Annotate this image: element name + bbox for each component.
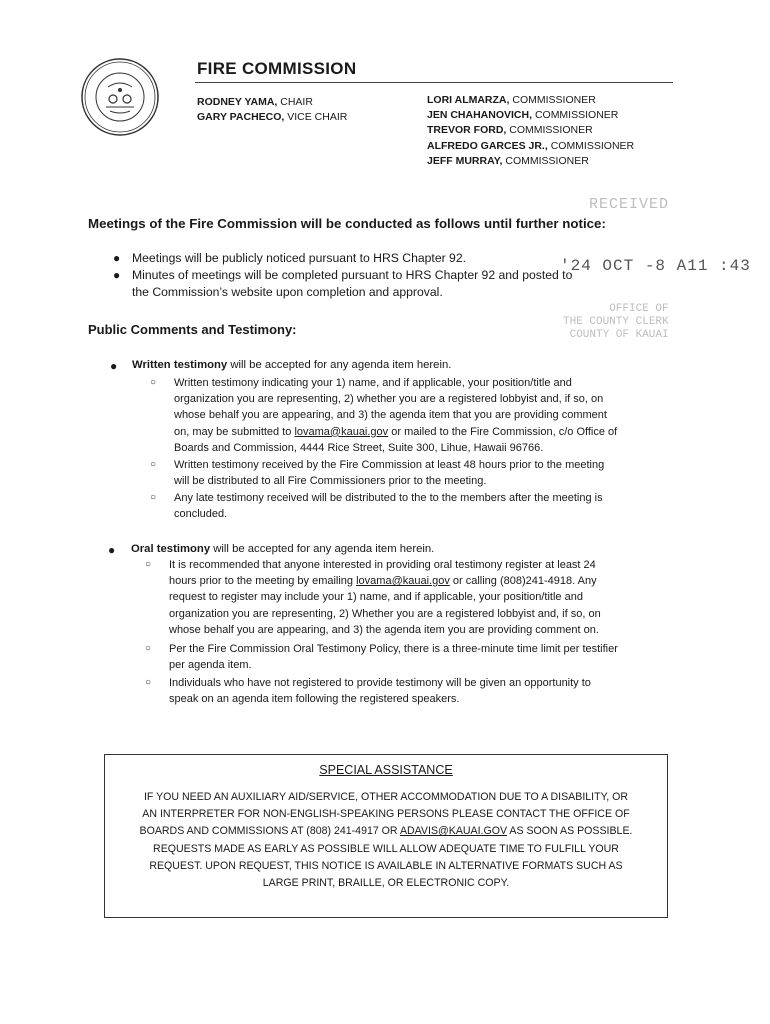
intro-heading: Meetings of the Fire Commission will be conducted as follows until further notice: xyxy=(88,216,606,231)
circle-bullet-icon: ○ xyxy=(145,643,152,654)
text-span: hours prior to the meeting by emailing xyxy=(169,575,357,588)
circle-bullet-icon: ○ xyxy=(150,377,157,388)
text-line: IF YOU NEED AN AUXILIARY AID/SERVICE, OTHER ACCOMMODATION DUE TO A DISABILITY, OR xyxy=(143,791,629,803)
written-testimony-label: Written testimony xyxy=(132,359,228,371)
circle-bullet-icon: ○ xyxy=(145,559,152,570)
meeting-point: Minutes of meetings will be completed pursuant to HRS Chapter 92 and posted to xyxy=(132,268,573,282)
bullet-icon: ● xyxy=(113,268,121,282)
public-comments-title: Public Comments and Testimony: xyxy=(88,322,297,337)
text-line: REQUESTS MADE AS EARLY AS POSSIBLE WILL ALLOW ADEQUATE TIME TO FULFILL YOUR xyxy=(153,842,619,855)
header-rule xyxy=(195,82,673,83)
text-line: LARGE PRINT, BRAILLE, OR ELECTRONIC COPY. xyxy=(262,877,510,890)
commissioner-name: LORI ALMARZA, xyxy=(427,94,510,106)
vice-chair-line xyxy=(197,110,347,125)
text-line: It is recommended that anyone interested in providing oral testimony register at least 24 xyxy=(169,559,596,571)
oral-item-3 xyxy=(145,675,672,707)
written-testimony-text: will be accepted for any agenda item herein. xyxy=(227,359,452,371)
text-line: Individuals who have not registered to provide testimony will be given an opportunity to xyxy=(169,677,591,689)
commissioner-role: COMMISSIONER xyxy=(550,139,635,152)
commissioner-role: COMMISSIONER xyxy=(505,154,589,167)
text-line: will be distributed to all Fire Commissioners prior to the meeting. xyxy=(174,475,487,488)
text-line: concluded. xyxy=(174,508,228,521)
commissioner-role: COMMISSIONER xyxy=(534,109,619,122)
commissioner-name: JEFF MURRAY, xyxy=(427,154,503,167)
email-link[interactable]: lovama@kauai.gov xyxy=(356,575,450,588)
text-line: per agenda item. xyxy=(169,659,252,672)
oral-testimony-heading xyxy=(108,543,435,557)
text-line: speak on an agenda item following the registered speakers. xyxy=(169,693,460,706)
text-line: Written testimony indicating your 1) name, and if applicable, your position/title and xyxy=(174,377,572,389)
circle-bullet-icon: ○ xyxy=(145,677,152,688)
text-line: whose behalf you are appearing, and 3) the agenda item that you are providing comment xyxy=(174,409,607,422)
vice-chair-role: VICE CHAIR xyxy=(287,111,348,124)
text-line: Any late testimony received will be distributed to the to the members after the meeting is xyxy=(174,492,603,504)
bullet-icon: ● xyxy=(110,359,118,373)
text-line xyxy=(169,573,672,589)
oral-testimony-text: will be accepted for any agenda item herein. xyxy=(210,543,435,555)
vice-chair-name: GARY PACHECO, xyxy=(197,111,285,124)
text-span: or mailed to the Fire Commission, c/o Office of xyxy=(388,425,618,438)
written-testimony-heading xyxy=(110,359,452,373)
written-item-1 xyxy=(150,375,674,456)
text-line xyxy=(125,823,647,840)
text-line: REQUEST. UPON REQUEST, THIS NOTICE IS AVAILABLE IN ALTERNATIVE FORMATS SUCH AS xyxy=(149,859,623,872)
special-assistance-title: SPECIAL ASSISTANCE xyxy=(319,763,453,777)
text-line: organization you are representing, 2) whether you are a registered lobbyist and, if so, on xyxy=(174,393,604,406)
officers-list xyxy=(197,95,347,125)
received-stamp: RECEIVED xyxy=(589,196,670,213)
written-item-2 xyxy=(150,457,674,489)
text-line xyxy=(174,424,674,440)
commissioner-line xyxy=(427,93,634,108)
text-span: BOARDS AND COMMISSIONS AT (808) 241-4917 OR xyxy=(139,825,400,838)
special-assistance-box xyxy=(104,754,668,918)
written-item-3 xyxy=(150,490,674,522)
email-link[interactable]: ADAVIS@KAUAI.GOV xyxy=(399,825,508,838)
oral-testimony-label: Oral testimony xyxy=(131,543,211,555)
text-line: Written testimony received by the Fire Commission at least 48 hours prior to the meeting xyxy=(174,459,605,471)
text-line: Boards and Commission, 4444 Rice Street, Suite 300, Lihue, Hawaii 96766. xyxy=(174,441,544,454)
meeting-point: the Commission’s website upon completion and approval. xyxy=(132,285,443,299)
commissioner-name: TREVOR FORD, xyxy=(427,124,507,137)
commissioners-list xyxy=(427,93,634,169)
text-line: organization you are representing, 2) Whether you are a registered lobbyist and, if so, on xyxy=(169,607,601,620)
special-assistance-body xyxy=(125,789,647,892)
text-line: AN INTERPRETER FOR NON-ENGLISH-SPEAKING PERSONS PLEASE CONTACT THE OFFICE OF xyxy=(142,808,630,821)
text-line: request to register may include your 1) name, and if applicable, your position/title and xyxy=(169,591,583,604)
commissioner-line xyxy=(427,123,634,138)
oral-item-2 xyxy=(145,641,672,673)
commissioner-role: COMMISSIONER xyxy=(512,94,596,106)
circle-bullet-icon: ○ xyxy=(150,459,157,470)
commissioner-line xyxy=(427,139,634,154)
meeting-points xyxy=(113,250,692,301)
oral-item-1 xyxy=(145,557,672,638)
text-span: on, may be submitted to xyxy=(174,425,295,438)
commissioner-role: COMMISSIONER xyxy=(509,124,593,137)
clerk-stamp-line: OFFICE OF xyxy=(609,303,669,315)
chair-name: RODNEY YAMA, xyxy=(197,96,278,108)
commissioner-line xyxy=(427,108,634,123)
meeting-point: Meetings will be publicly noticed pursuant to HRS Chapter 92. xyxy=(132,251,466,265)
text-line: whose behalf you are appearing, and 3) the agenda item you are providing comment on. xyxy=(169,623,599,636)
commissioner-name: JEN CHAHANOVICH, xyxy=(427,109,533,122)
email-link[interactable]: lovama@kauai.gov xyxy=(294,425,389,438)
chair-role: CHAIR xyxy=(280,96,313,108)
clerk-stamp-line: THE COUNTY CLERK xyxy=(563,316,669,328)
commissioner-name: ALFREDO GARCES JR., xyxy=(427,139,548,152)
commissioner-line xyxy=(427,154,634,169)
text-line: Per the Fire Commission Oral Testimony Policy, there is a three-minute time limit per testifier xyxy=(169,643,618,655)
text-span: AS SOON AS POSSIBLE. xyxy=(507,825,633,838)
text-span: or calling (808)241-4918. Any xyxy=(449,575,597,588)
bullet-icon: ● xyxy=(108,543,116,557)
clerk-stamp-line: COUNTY OF KAUAI xyxy=(569,329,669,341)
chair-line xyxy=(197,95,347,110)
date-stamp: '24 OCT -8 A11 :43 xyxy=(560,257,751,275)
circle-bullet-icon: ○ xyxy=(150,492,157,503)
clerk-stamp xyxy=(563,303,669,342)
county-seal xyxy=(80,57,160,137)
commission-title: FIRE COMMISSION xyxy=(197,59,357,78)
bullet-icon: ● xyxy=(113,251,121,265)
